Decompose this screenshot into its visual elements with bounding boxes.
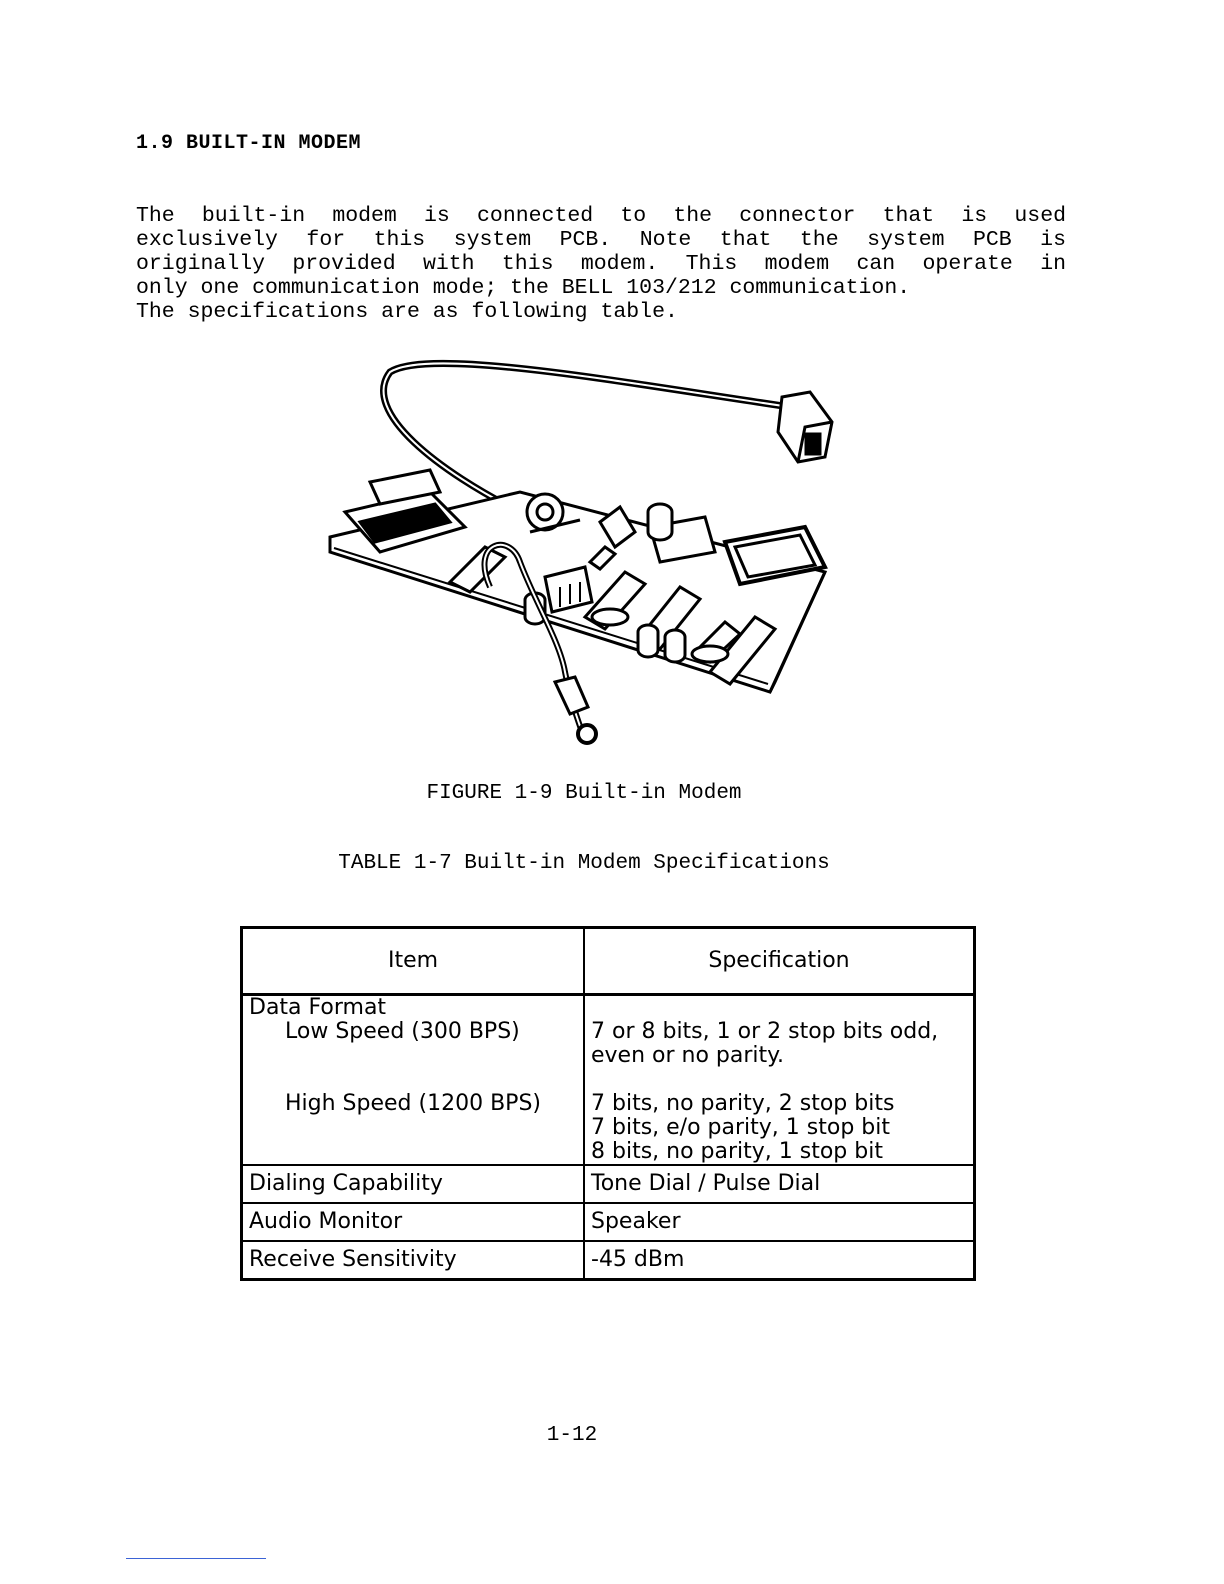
high-speed-spec-line: 7 bits, no parity, 2 stop bits xyxy=(591,1091,895,1116)
item-cell: Audio Monitor xyxy=(242,1203,585,1241)
low-speed-label: Low Speed (300 BPS) xyxy=(285,1019,520,1044)
paragraph-line: originally provided with this modem. This modem can operate in xyxy=(136,252,1066,276)
spec-cell: -45 dBm xyxy=(584,1241,975,1280)
spec-cell: Speaker xyxy=(584,1203,975,1241)
spec-cell xyxy=(584,995,975,1166)
item-cell: Dialing Capability xyxy=(242,1165,585,1203)
paragraph-line: The specifications are as following table. xyxy=(136,300,678,324)
item-cell: Receive Sensitivity xyxy=(242,1241,585,1280)
table-row xyxy=(242,1241,975,1280)
high-speed-spec-line: 8 bits, no parity, 1 stop bit xyxy=(591,1139,883,1164)
high-speed-label: High Speed (1200 BPS) xyxy=(285,1091,541,1116)
intro-paragraph xyxy=(136,204,1066,324)
paragraph-line: exclusively for this system PCB. Note that the system PCB is xyxy=(136,228,1066,252)
section-heading: 1.9 BUILT-IN MODEM xyxy=(136,132,362,155)
spec-cell: Tone Dial / Pulse Dial xyxy=(584,1165,975,1203)
data-format-label: Data Format xyxy=(249,995,387,1020)
table-row xyxy=(242,995,975,1166)
specifications-table xyxy=(240,926,976,1281)
modem-illustration xyxy=(320,352,860,752)
column-header-specification: Specification xyxy=(584,928,975,995)
table-title: TABLE 1-7 Built-in Modem Specifications xyxy=(338,852,830,875)
figure-caption: FIGURE 1-9 Built-in Modem xyxy=(426,782,742,805)
low-speed-spec-line: even or no parity. xyxy=(591,1043,785,1068)
paragraph-line: only one communication mode; the BELL 103/212 communication. xyxy=(136,276,911,300)
footer-rule xyxy=(126,1558,266,1559)
item-cell xyxy=(242,995,585,1166)
paragraph-line: The built-in modem is connected to the connector that is used xyxy=(136,204,1066,228)
low-speed-spec-line: 7 or 8 bits, 1 or 2 stop bits odd, xyxy=(591,1019,939,1044)
table-header-row xyxy=(242,928,975,995)
page-number: 1-12 xyxy=(546,1424,598,1447)
high-speed-spec-line: 7 bits, e/o parity, 1 stop bit xyxy=(591,1115,890,1140)
table-row xyxy=(242,1165,975,1203)
column-header-item: Item xyxy=(242,928,585,995)
table-row xyxy=(242,1203,975,1241)
